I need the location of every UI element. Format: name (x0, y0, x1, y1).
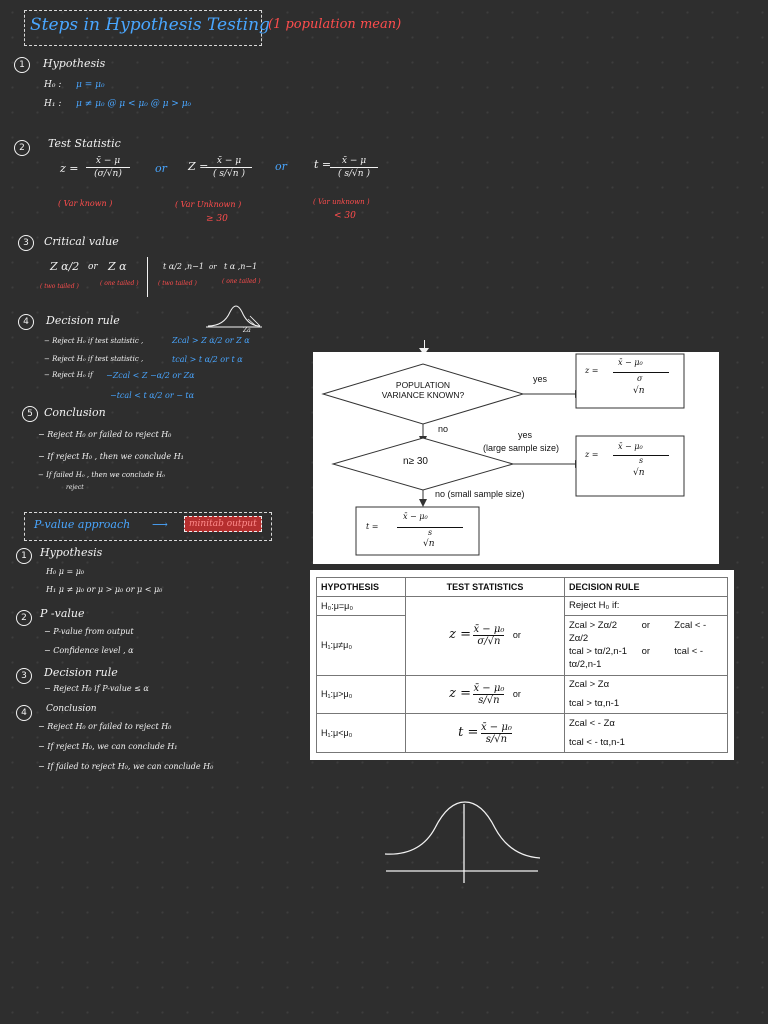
stat3-denominator: s/√n (485, 733, 508, 745)
step4-heading: Decision rule (46, 314, 120, 327)
sketch-label: Za (243, 327, 251, 334)
stat2-denominator: s/√n (478, 694, 500, 706)
z-unknown-note: ( Var Unknown ) (175, 200, 242, 209)
hypothesis-h1-lt: H₁:μ<μ₀ (317, 714, 406, 753)
yes-label-1: yes (533, 374, 548, 384)
t-one-tailed: t α ,n−1 (224, 262, 258, 271)
t-note: ( Var unknown ) (313, 198, 370, 206)
pstep2-line-1: − P-value from output (44, 627, 134, 636)
rule-gt-1: Zcal > Zα (569, 679, 610, 691)
t-condition: < 30 (334, 211, 356, 221)
pstep3-number: 3 (16, 668, 32, 684)
stat1-numerator: x̄ − μ₀ (473, 624, 505, 636)
decision-rule-ne (565, 615, 728, 675)
pvalue-arrow: ⟶ (152, 518, 168, 531)
z-unknown-numerator: x̄ − μ (216, 156, 242, 166)
z-known-denominator: (σ/√n) (94, 169, 122, 179)
decision-line-1b: Zcal > Z α/2 or Z α (172, 336, 250, 345)
stat1-lhs: z = (449, 627, 471, 643)
z-two-tailed: Z α/2 (50, 260, 80, 273)
stat2-numerator: x̄ − μ₀ (473, 682, 505, 694)
fraction-bar (330, 167, 378, 168)
step1-h0-label: H₀ : (44, 80, 62, 90)
step3-heading: Critical value (44, 235, 119, 248)
pstep4-line-1: − Reject H₀ or failed to reject H₀ (38, 722, 172, 731)
rejection-region-sketch (206, 302, 262, 332)
fraction-bar (206, 167, 252, 168)
critical-value-divider (147, 257, 148, 297)
z-unknown-fraction (206, 156, 252, 179)
rule-ne-1b: Zcal < -Zα/2 (569, 620, 707, 645)
pstep4-number: 4 (16, 705, 32, 721)
t-or: or (209, 263, 217, 271)
pvalue-title: P-value approach (34, 518, 131, 531)
step1-heading: Hypothesis (43, 57, 106, 70)
table-row (317, 714, 728, 753)
yes-label-2: yes (518, 430, 533, 440)
t-root-box: √n (423, 539, 435, 549)
decision-rule-lt (565, 714, 728, 753)
decision-line-3a: − Reject H₀ if (44, 371, 93, 379)
z-large-num-box: x̄ − μ₀ (618, 442, 643, 451)
stat2-lhs: z = (449, 685, 471, 701)
step1-number: 1 (14, 57, 30, 73)
test-stat-cell-t (406, 714, 565, 753)
fraction-bar (86, 167, 130, 168)
z-known-fraction (86, 156, 130, 179)
stat3-lhs: t = (458, 724, 479, 740)
stat3-numerator: x̄ − μ₀ (480, 721, 512, 733)
step3-number: 3 (18, 235, 34, 251)
pstep1-number: 1 (16, 548, 32, 564)
rule-lt-2: tcal < - tα,n-1 (569, 737, 625, 749)
decision-line-3b: −Zcal < Z −α/2 or Zα (106, 371, 195, 380)
page-subtitle: (1 population mean) (268, 17, 402, 32)
z-known-root-box: √n (633, 386, 645, 396)
step1-h1-label: H₁ : (44, 99, 62, 109)
bell-curve-drawing (380, 798, 550, 888)
z-known-numerator: x̄ − μ (95, 156, 121, 166)
rule-ne-or1: or (641, 620, 651, 632)
rule-ne-line-1 (569, 619, 723, 645)
hypothesis-h1-ne: H₁:μ≠μ₀ (317, 615, 406, 675)
stat1-fraction (473, 624, 504, 647)
z-unknown-lhs: Z = (188, 160, 209, 173)
test-stat-cell-z-sigma (406, 597, 565, 676)
decision-variance-label: POPULATION VARIANCE KNOWN? (381, 380, 465, 400)
page-title: Steps in Hypothesis Testing (30, 15, 270, 35)
conclusion-line-1: − Reject H₀ or failed to reject H₀ (38, 430, 172, 439)
pstep1-heading: Hypothesis (40, 546, 103, 559)
step2-number: 2 (14, 140, 30, 156)
z-known-den-box: σ (637, 374, 643, 383)
yes-note-2: (large sample size) (483, 443, 560, 453)
z-one-tailed-note: ( one tailed ) (100, 280, 139, 287)
pstep3-heading: Decision rule (44, 666, 118, 679)
table-header-row (317, 578, 728, 597)
decision-line-1a: − Reject H₀ if test statistic , (44, 337, 144, 345)
rule-ne-1a: Zcal > Zα/2 (569, 620, 617, 632)
t-den-box: s (428, 528, 433, 537)
decision-rule-gt (565, 675, 728, 714)
z-large-den-box: s (639, 456, 644, 465)
z-known-lhs: z = (60, 162, 79, 175)
t-two-tailed: t α/2 ,n−1 (163, 262, 204, 271)
test-stat-cell-z-s (406, 675, 565, 714)
z-large-root-box: √n (633, 468, 645, 478)
t-lhs-box: t = (366, 522, 379, 531)
bell-curve (385, 802, 540, 858)
t-fraction (330, 156, 378, 179)
t-two-tailed-note: ( two tailed ) (158, 280, 197, 287)
rule-ne-2a: tcal > tα/2,n-1 (569, 646, 628, 658)
arrowhead-no-2 (419, 499, 427, 507)
stat2-fraction (473, 683, 504, 706)
decision-reject-if: Reject H₀ if: (565, 597, 728, 616)
table-header-decision-rule: DECISION RULE (565, 578, 728, 597)
step1-h1-value: μ ≠ μ₀ @ μ < μ₀ @ μ > μ₀ (76, 99, 192, 109)
z-known-bar-box (613, 372, 669, 373)
rule-ne-2b: tcal < -tα/2,n-1 (569, 646, 704, 671)
z-known-num-box: x̄ − μ₀ (618, 358, 643, 367)
stat2-or: or (512, 688, 521, 699)
step1-h0-value: μ = μ₀ (76, 80, 105, 90)
decision-line-4: −tcal < t α/2 or − tα (110, 391, 195, 400)
z-known-note: ( Var known ) (58, 199, 113, 208)
step5-number: 5 (22, 406, 38, 422)
hypothesis-h1-gt: H₁:μ>μ₀ (317, 675, 406, 714)
rule-ne-or2: or (641, 646, 651, 658)
decision-line-2a: − Reject H₀ if test statistic , (44, 355, 144, 363)
z-unknown-condition: ≥ 30 (206, 214, 228, 224)
pstep4-line-3: − If failed to reject H₀, we can conclude H₀ (38, 762, 214, 771)
tail-shading (248, 316, 260, 326)
rule-lt-1: Zcal < - Zα (569, 718, 615, 730)
step5-heading: Conclusion (44, 406, 106, 419)
conclusion-line-2: − If reject H₀ , then we conclude H₁ (38, 452, 184, 461)
conclusion-line-3b: reject (66, 484, 84, 491)
t-denominator: ( s/√n ) (338, 169, 370, 179)
minitab-output-label: minitab output (184, 516, 262, 532)
t-one-tailed-note: ( one tailed ) (222, 278, 261, 285)
rule-gt-2: tcal > tα,n-1 (569, 698, 620, 710)
table-row (317, 597, 728, 616)
z-known-lhs-box: z = (585, 366, 599, 375)
z-one-tailed: Z α (108, 260, 127, 273)
hypothesis-h0: H₀:μ=μ₀ (317, 597, 406, 616)
z-unknown-denominator: ( s/√n ) (213, 169, 245, 179)
t-numerator: x̄ − μ (341, 156, 367, 166)
pstep4-line-2: − If reject H₀, we can conclude H₁ (38, 742, 178, 751)
step2-heading: Test Statistic (48, 137, 121, 150)
z-large-lhs-box: z = (585, 450, 599, 459)
pstep2-line-2: − Confidence level , α (44, 646, 134, 655)
table-header-test-statistics: TEST STATISTICS (406, 578, 565, 597)
no-label-2: no (small sample size) (435, 489, 525, 499)
rule-ne-line-2 (569, 645, 723, 671)
flowchart-panel (313, 352, 719, 564)
t-num-box: x̄ − μ₀ (403, 512, 428, 521)
or-label-2: or (275, 160, 287, 173)
pstep2-number: 2 (16, 610, 32, 626)
stat1-or: or (512, 630, 521, 641)
t-lhs: t = (314, 158, 332, 171)
no-label-1: no (438, 424, 449, 434)
pstep3-line-1: − Reject H₀ if P-value ≤ α (44, 684, 149, 693)
stat3-fraction (481, 722, 512, 745)
step4-number: 4 (18, 314, 34, 330)
hypothesis-table-panel (310, 570, 734, 760)
table-header-hypothesis: HYPOTHESIS (317, 578, 406, 597)
pstep2-heading: P -value (40, 607, 85, 620)
z-two-tailed-note: ( two tailed ) (40, 283, 79, 290)
conclusion-line-3: − If failed H₀ , then we conclude H₀ (38, 471, 165, 479)
decision-sample-label: n≥ 30 (403, 456, 428, 467)
z-or: or (88, 262, 98, 272)
stat1-denominator: σ/√n (477, 636, 501, 648)
or-label-1: or (155, 162, 167, 175)
hypothesis-table (316, 577, 728, 753)
decision-line-2b: tcal > t α/2 or t α (172, 355, 243, 364)
pstep1-h1: H₁ μ ≠ μ₀ or μ > μ₀ or μ < μ₀ (46, 585, 163, 594)
pstep4-heading: Conclusion (46, 704, 97, 714)
table-row (317, 675, 728, 714)
pstep1-h0: H₀ μ = μ₀ (46, 567, 85, 576)
